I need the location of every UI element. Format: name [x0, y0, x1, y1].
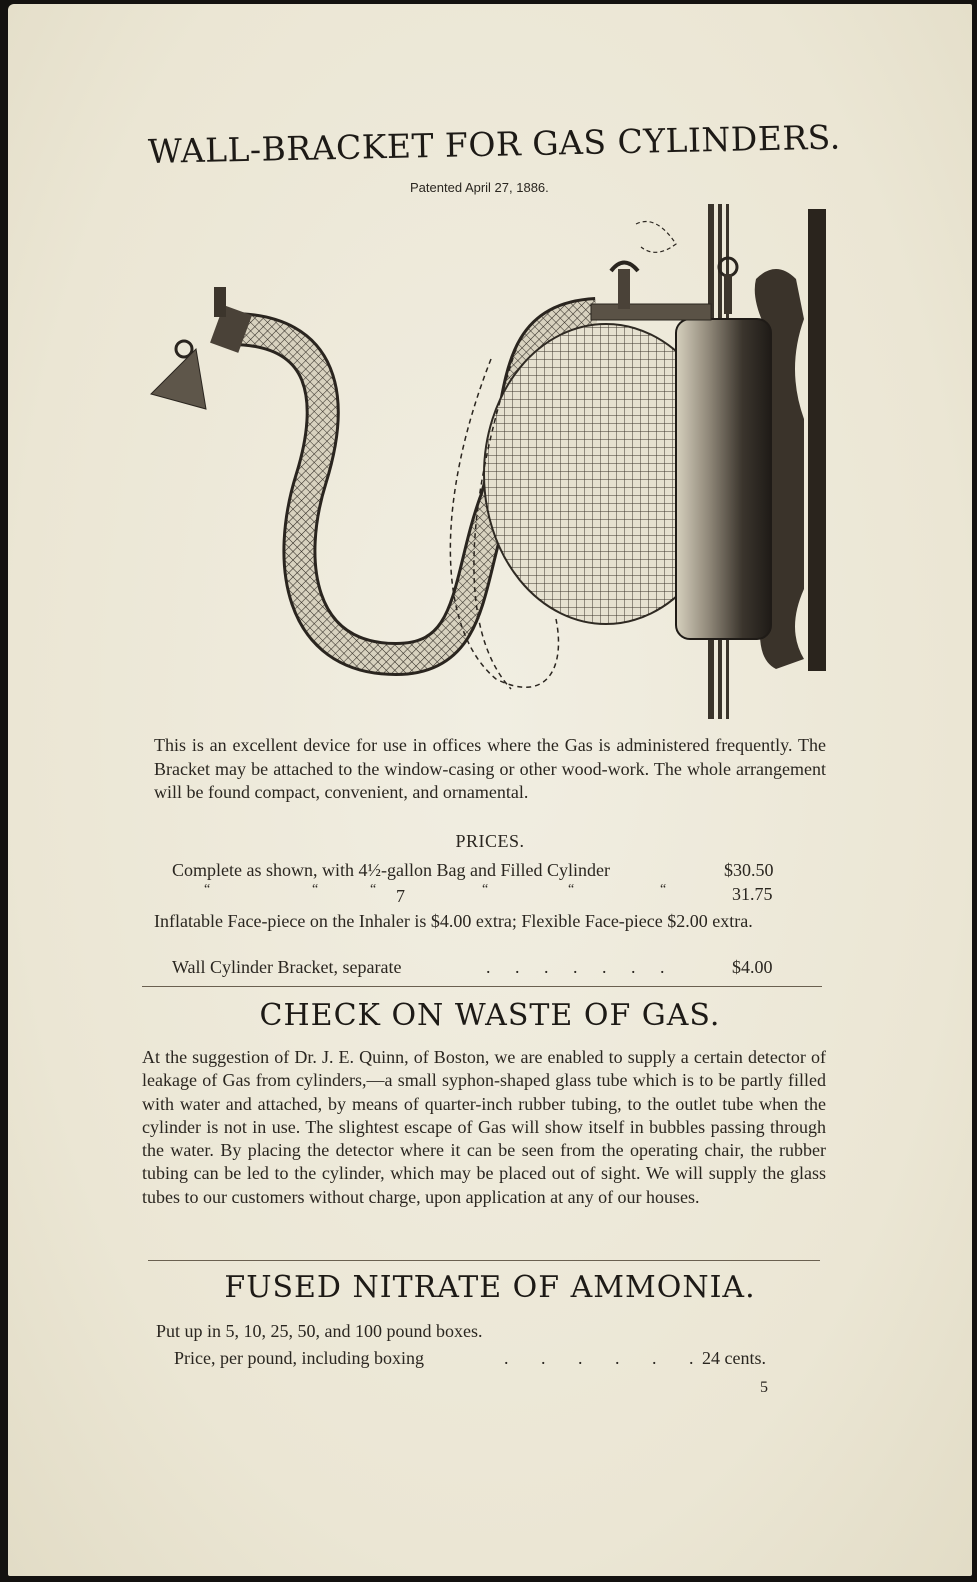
ditto-mark: “ — [568, 882, 575, 897]
price-row-seven-gallon-size: 7 — [396, 886, 405, 906]
section-divider — [142, 986, 822, 987]
nitrate-packaging: Put up in 5, 10, 25, 50, and 100 pound boxes. — [156, 1321, 483, 1341]
price-row-complete-value: $30.50 — [724, 860, 774, 880]
ditto-mark: “ — [312, 882, 319, 897]
check-section-body: At the suggestion of Dr. J. E. Quinn, of Boston, we are enabled to supply a certain detector of leakage of Gas from cylinders,—a small syphon-shaped glass tube which is to be partly filled with water and attached, by means of quarter-inch rubber tubing, to the outlet tube when the cylinder is not in use. The slightest escape of Gas will show itself in bubbles passing through the water. By placing the detector where it can be seen from the operating chair, the rubber tubing can be led to the cylinder, which may be placed out of sight. We will supply the glass tubes to our customers without charge, upon application at any of our houses. — [142, 1047, 826, 1207]
ditto-mark: “ — [204, 882, 211, 897]
bracket-description: This is an excellent device for use in offices where the Gas is administered frequently. The Bracket may be attached to the window-casing or other wood-work. The whole arrangement will be found compact, convenient, and ornamental. — [154, 735, 826, 802]
nitrate-price-label: Price, per pound, including boxing — [174, 1348, 424, 1368]
page-number: 5 — [760, 1379, 768, 1396]
catalog-page — [8, 4, 972, 1576]
price-row-seven-gallon-value: 31.75 — [732, 884, 773, 904]
section-divider — [148, 1260, 820, 1261]
check-section-title: CHECK ON WASTE OF GAS. — [259, 998, 721, 1033]
ditto-mark: “ — [482, 882, 489, 897]
bracket-separate-label: Wall Cylinder Bracket, separate — [172, 957, 402, 977]
ditto-mark: “ — [370, 882, 377, 897]
prices-heading: PRICES. — [455, 831, 525, 851]
price-row-complete-label: Complete as shown, with 4½-gallon Bag and Filled Cylinder — [172, 860, 610, 880]
nitrate-section-title: FUSED NITRATE OF AMMONIA. — [224, 1270, 756, 1305]
bracket-separate-price: $4.00 — [732, 957, 773, 977]
leader-dots: . . . . . . . — [486, 957, 675, 977]
ditto-mark: “ — [660, 882, 667, 897]
facepiece-note: Inflatable Face-piece on the Inhaler is $4.00 extra; Flexible Face-piece $2.00 extra. — [154, 911, 753, 931]
leader-dots: . . . . . . — [504, 1348, 708, 1368]
page-title: WALL-BRACKET FOR GAS CYLINDERS. — [147, 117, 842, 171]
nitrate-price-value: 24 cents. — [702, 1348, 766, 1368]
gas-cylinder-bracket-illustration — [136, 199, 836, 724]
patent-date: Patented April 27, 1886. — [410, 180, 549, 195]
